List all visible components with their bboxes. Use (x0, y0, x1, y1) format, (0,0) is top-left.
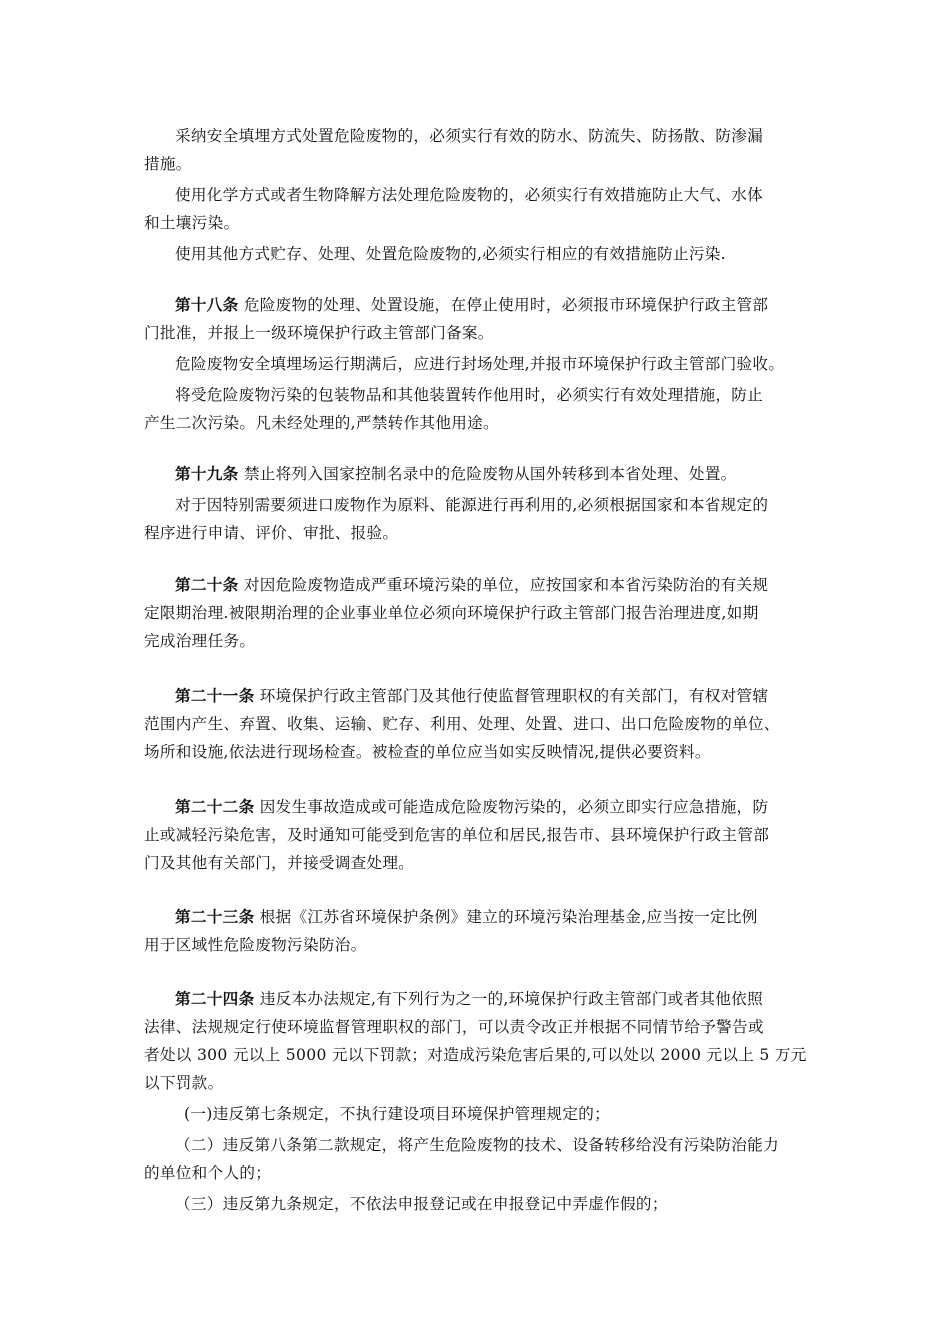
article-text: 违反本办法规定,有下列行为之一的,环境保护行政主管部门或者其他依照 (254, 990, 763, 1008)
text-line: 将受危险废物污染的包装物品和其他装置转作他用时，必须实行有效处理措施，防止 (175, 386, 764, 404)
article-heading: 第二十二条 (175, 797, 255, 816)
article-text: 危险废物的处理、处置设施，在停止使用时，必须报市环境保护行政主管部 (238, 296, 769, 314)
article-23 (175, 906, 758, 928)
article-24 (175, 988, 763, 1010)
text-line: 门批准，并报上一级环境保护行政主管部门备案。 (144, 324, 494, 342)
article-18 (175, 294, 768, 316)
text-line: 措施。 (144, 155, 192, 173)
text-line: 和土壤污染。 (144, 214, 240, 232)
text-line: 对于因特别需要须进口废物作为原料、能源进行再利用的,必须根据国家和本省规定的 (175, 496, 769, 514)
text-line: 定限期治理.被限期治理的企业事业单位必须向环境保护行政主管部门报告治理进度,如期 (144, 604, 759, 622)
text-line: 完成治理任务。 (144, 632, 256, 650)
article-text: 禁止将列入国家控制名录中的危险废物从国外转移到本省处理、处置。 (238, 465, 737, 483)
article-text: 因发生事故造成或可能造成危险废物污染的，必须立即实行应急措施，防 (254, 798, 769, 816)
article-21 (175, 685, 768, 707)
text-line: 程序进行申请、评价、审批、报验。 (144, 524, 399, 542)
list-item: （三）违反第九条规定，不依法申报登记或在申报登记中弄虚作假的； (175, 1195, 668, 1213)
article-heading: 第二十条 (175, 575, 239, 594)
text-line: 门及其他有关部门，并接受调查处理。 (144, 854, 415, 872)
article-heading: 第十九条 (175, 464, 239, 483)
article-20 (175, 574, 768, 596)
text-line: 者处以 300 元以上 5000 元以下罚款；对造成污染危害后果的,可以处以 2000 元以上 5 万元 (144, 1046, 807, 1064)
text-line: 使用其他方式贮存、处理、处置危险废物的,必须实行相应的有效措施防止污染. (175, 245, 726, 263)
text-line: 采纳安全填埋方式处置危险废物的，必须实行有效的防水、防流失、防扬散、防渗漏 (175, 127, 764, 145)
article-heading: 第二十一条 (175, 686, 255, 705)
article-heading: 第二十三条 (175, 907, 255, 926)
list-item: （二）违反第八条第二款规定，将产生危险废物的技术、设备转移给没有污染防治能力 (175, 1136, 779, 1154)
text-line: 的单位和个人的； (144, 1164, 272, 1182)
article-heading: 第十八条 (175, 295, 239, 314)
text-line: 使用化学方式或者生物降解方法处理危险废物的，必须实行有效措施防止大气、水体 (175, 186, 764, 204)
article-22 (175, 796, 768, 818)
article-text: 对因危险废物造成严重环境污染的单位，应按国家和本省污染防治的有关规 (238, 576, 769, 594)
text-line: 止或减轻污染危害，及时通知可能受到危害的单位和居民,报告市、县环境保护行政主管部 (144, 826, 770, 844)
text-line: 产生二次污染。凡未经处理的,严禁转作其他用途。 (144, 414, 499, 432)
article-19 (175, 463, 737, 485)
text-line: 以下罚款。 (144, 1074, 224, 1092)
article-text: 环境保护行政主管部门及其他行使监督管理职权的有关部门，有权对管辖 (254, 687, 769, 705)
text-line: 法律、法规规定行使环境监督管理职权的部门，可以责令改正并根据不同情节给予警告或 (144, 1018, 764, 1036)
text-line: 场所和设施,依法进行现场检查。被检查的单位应当如实反映情况,提供必要资料。 (144, 743, 711, 761)
text-line: 范围内产生、弃置、收集、运输、贮存、利用、处理、处置、进口、出口危险废物的单位、 (144, 715, 780, 733)
list-item: (一)违反第七条规定，不执行建设项目环境保护管理规定的； (184, 1105, 611, 1123)
article-heading: 第二十四条 (175, 989, 255, 1008)
article-text: 根据《江苏省环境保护条例》建立的环境污染治理基金,应当按一定比例 (254, 908, 758, 926)
text-line: 危险废物安全填埋场运行期满后，应进行封场处理,并报市环境保护行政主管部门验收。 (175, 355, 785, 373)
text-line: 用于区域性危险废物污染防治。 (144, 936, 367, 954)
